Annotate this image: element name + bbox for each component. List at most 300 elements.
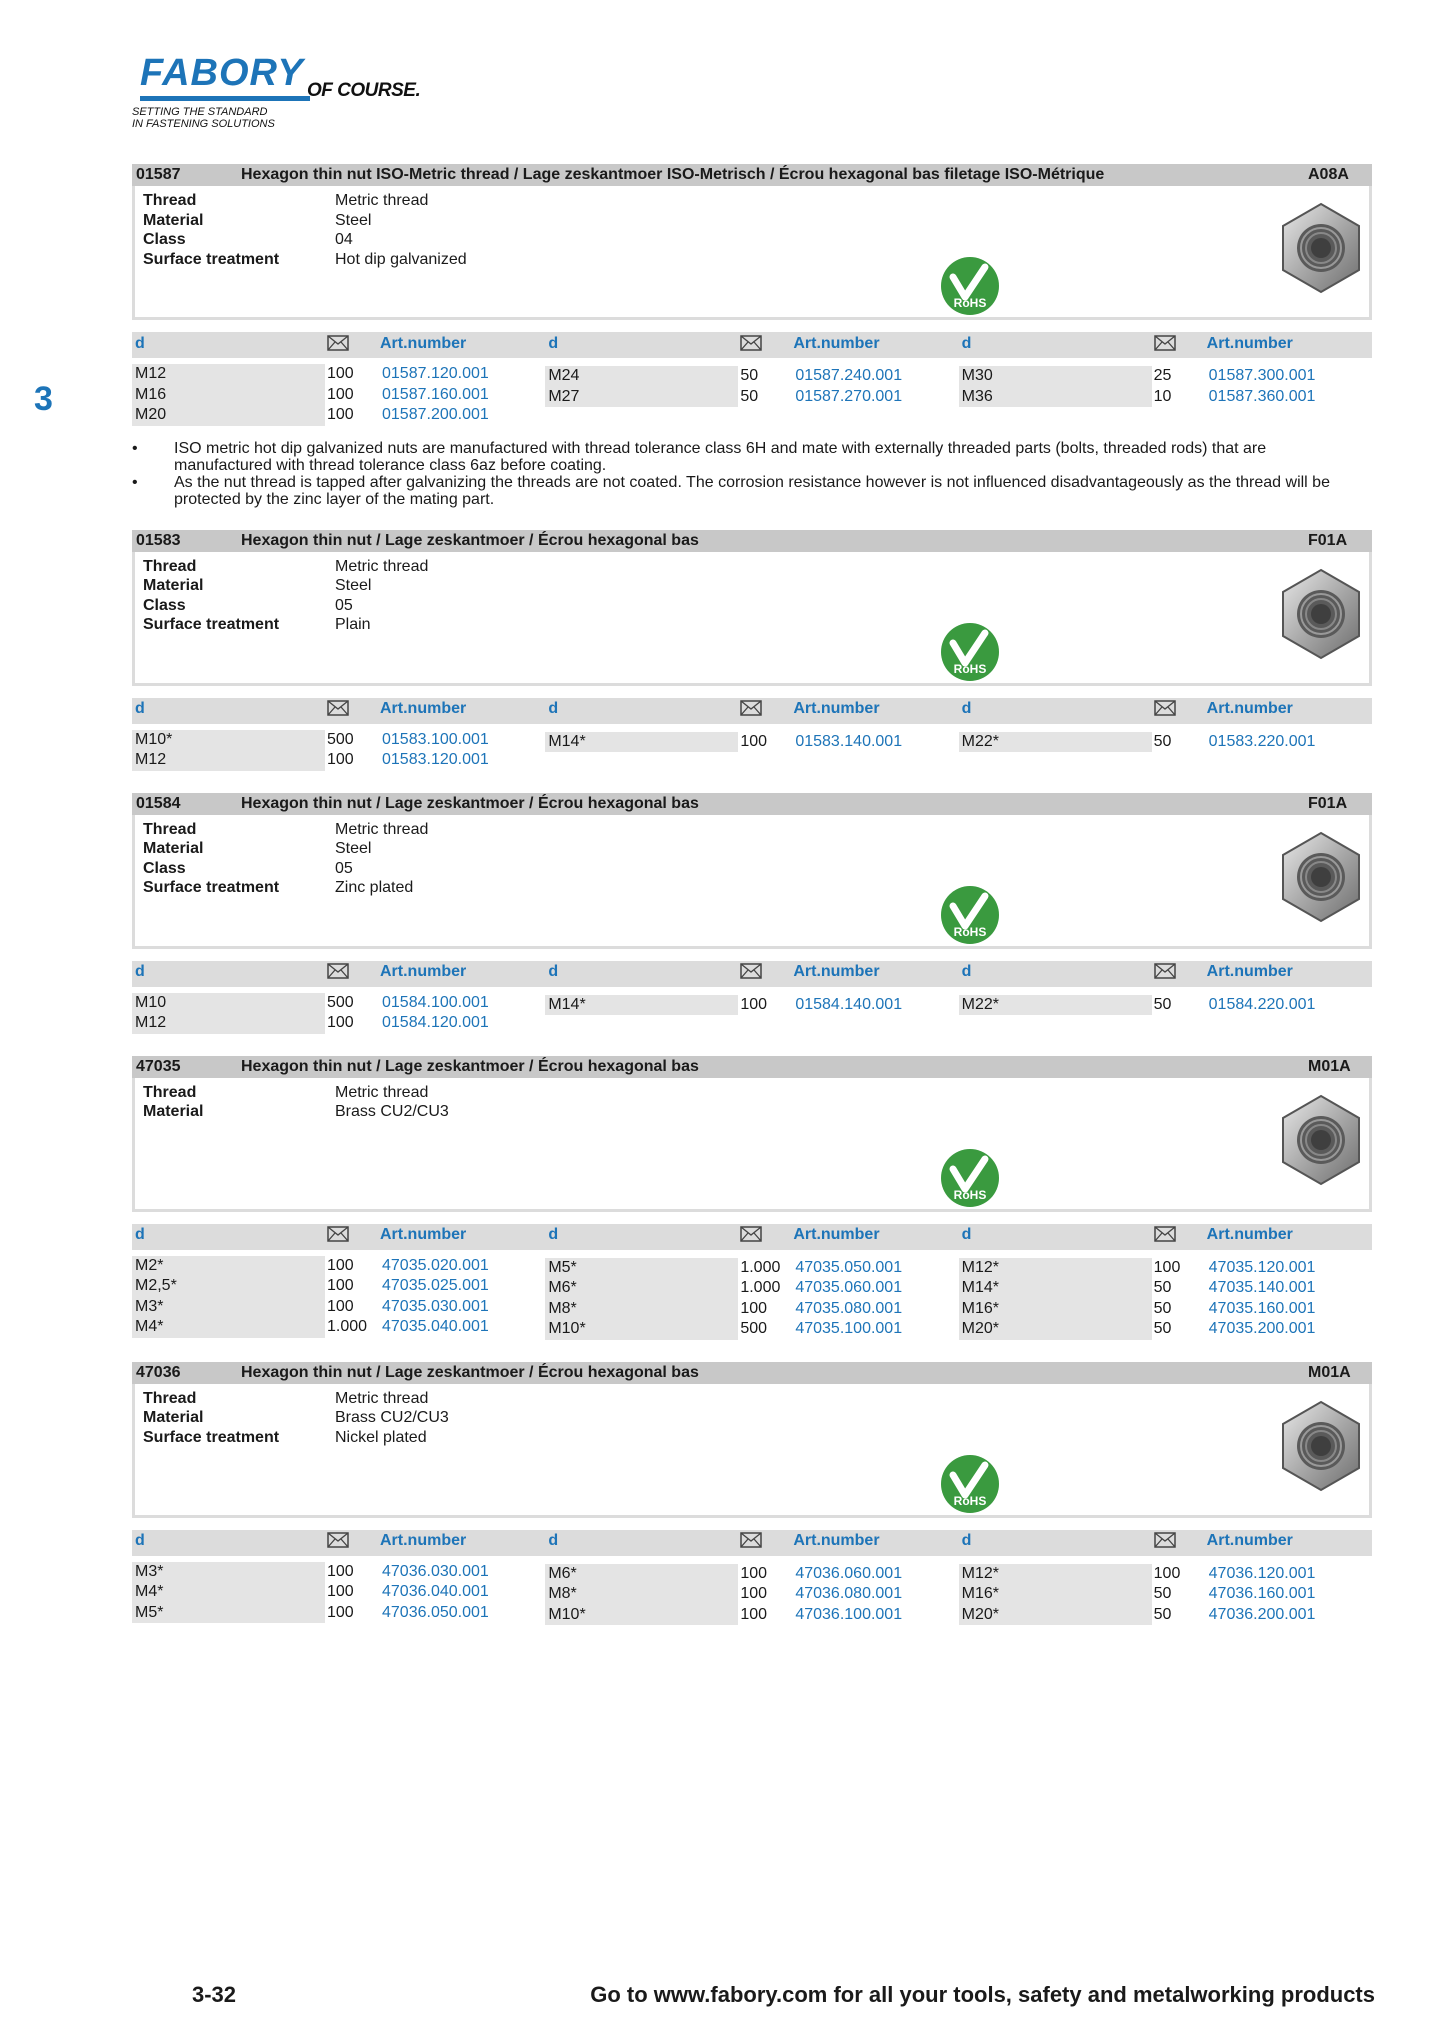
article-number-link[interactable]: 47036.160.001: [1208, 1585, 1316, 1602]
article-number-link[interactable]: 01587.300.001: [1208, 367, 1316, 384]
article-number-link[interactable]: 47035.100.001: [795, 1320, 903, 1337]
article-number-link[interactable]: 01587.160.001: [382, 385, 489, 403]
quantity-cell: 1.000: [740, 1279, 781, 1296]
logo-wordmark: FABORY: [140, 52, 304, 94]
size-cell: M27: [545, 387, 738, 408]
article-table-body: [132, 987, 1372, 1034]
quantity-cell: 500: [327, 993, 354, 1011]
envelope-icon: [327, 700, 349, 716]
header-art-number: Art.number: [793, 1532, 880, 1549]
table-row: [132, 1582, 545, 1603]
article-column: [545, 1256, 958, 1340]
table-row: [959, 1258, 1372, 1279]
size-cell: M6*: [545, 1564, 738, 1585]
quantity-cell: 100: [1153, 1564, 1181, 1582]
product-section: [132, 164, 1372, 508]
spec-label: Thread: [143, 557, 197, 575]
article-number-link[interactable]: 47035.020.001: [382, 1256, 489, 1274]
header-d: d: [135, 1532, 145, 1549]
quantity-cell: 100: [327, 751, 354, 768]
spec-value: Metric thread: [335, 557, 429, 575]
table-row: [545, 387, 958, 408]
article-column: [132, 364, 545, 426]
logo-underline: [140, 96, 310, 101]
product-code: 47036: [136, 1363, 181, 1381]
quantity-cell: 500: [327, 730, 354, 748]
table-row: [132, 1256, 545, 1277]
size-cell: M5*: [132, 1603, 325, 1624]
table-row: [959, 1605, 1372, 1626]
header-art-number: Art.number: [380, 1532, 467, 1549]
spec-value: Steel: [335, 577, 372, 594]
header-d: d: [961, 334, 972, 352]
header-d: d: [961, 963, 972, 980]
quantity-cell: 500: [740, 1320, 768, 1337]
spec-row: [143, 576, 1361, 596]
spec-label: Thread: [143, 1083, 197, 1101]
article-number-link[interactable]: 01584.140.001: [795, 995, 903, 1013]
header-d: d: [548, 700, 559, 717]
envelope-icon: [740, 963, 762, 979]
spec-row: [143, 1408, 1361, 1428]
header-art-number: Art.number: [793, 1226, 880, 1243]
size-cell: M16*: [959, 1584, 1152, 1605]
article-number-link[interactable]: 47035.030.001: [382, 1297, 489, 1315]
size-cell: M12*: [959, 1258, 1152, 1279]
spec-value: 05: [335, 859, 353, 877]
hex-nut-image: [1273, 566, 1369, 662]
table-row: [959, 1299, 1372, 1320]
article-table: [132, 698, 1372, 771]
header-d: d: [135, 700, 145, 717]
article-number-link[interactable]: 01584.120.001: [382, 1014, 489, 1031]
article-table-header: [132, 698, 1372, 724]
spec-value: Steel: [335, 840, 372, 857]
size-cell: M36: [959, 387, 1152, 408]
article-table: [132, 961, 1372, 1034]
spec-label: Material: [143, 1103, 204, 1120]
quantity-cell: 50: [1153, 995, 1172, 1013]
article-number-link[interactable]: 01583.140.001: [795, 732, 903, 750]
product-category: M01A: [1308, 1057, 1351, 1075]
spec-value: 05: [335, 596, 353, 614]
article-number-link[interactable]: 47035.050.001: [795, 1258, 903, 1276]
header-d: d: [961, 700, 972, 717]
svg-text:RoHS: RoHS: [953, 661, 987, 676]
envelope-icon: [740, 700, 762, 716]
note-text: As the nut thread is tapped after galvanizing the threads are not coated. The corrosion resistance however is not influenced disadvantageously as the thread will be protected by the zinc layer of the mating part.: [174, 473, 1330, 508]
table-row: [545, 1564, 958, 1585]
article-number-link[interactable]: 47036.200.001: [1208, 1605, 1316, 1623]
product-code: 01584: [136, 794, 181, 812]
size-cell: M10*: [545, 1605, 738, 1626]
quantity-cell: 100: [327, 1014, 354, 1031]
size-cell: M22*: [959, 995, 1152, 1016]
section-header: [132, 164, 1372, 186]
quantity-cell: 1.000: [740, 1258, 781, 1276]
table-row: [132, 1013, 545, 1034]
quantity-cell: 1.000: [327, 1318, 368, 1335]
quantity-cell: 100: [327, 365, 354, 382]
header-group: [959, 1532, 1372, 1553]
header-group: [959, 335, 1372, 356]
table-row: [545, 1319, 958, 1340]
envelope-icon: [1154, 963, 1176, 979]
header-group: [545, 700, 958, 721]
hex-nut-image: [1273, 1398, 1369, 1494]
header-d: d: [548, 334, 559, 352]
logo-tagline-2: IN FASTENING SOLUTIONS: [132, 118, 275, 130]
product-title: Hexagon thin nut / Lage zeskantmoer / Écrou hexagonal bas: [241, 794, 699, 812]
header-quantity: [325, 700, 380, 721]
quantity-cell: 50: [1153, 1299, 1172, 1317]
spec-box: [132, 815, 1372, 949]
product-category: A08A: [1308, 166, 1349, 183]
article-column: [959, 364, 1372, 426]
quantity-cell: 50: [1153, 1279, 1172, 1296]
table-row: [959, 1319, 1372, 1340]
header-d: d: [135, 963, 145, 980]
spec-box: [132, 552, 1372, 686]
size-cell: M8*: [545, 1299, 738, 1320]
header-quantity: [1152, 963, 1207, 984]
table-row: [959, 366, 1372, 387]
rohs-icon: [939, 884, 1001, 946]
chapter-number: 3: [34, 380, 53, 418]
article-number-link[interactable]: 01584.220.001: [1208, 995, 1316, 1013]
spec-value: Plain: [335, 616, 371, 633]
quantity-cell: 100: [327, 1297, 354, 1315]
header-quantity: [738, 700, 793, 721]
article-number-link[interactable]: 01587.240.001: [795, 367, 903, 384]
article-column: [132, 1562, 545, 1626]
header-art-number: Art.number: [1206, 334, 1293, 352]
article-column: [132, 993, 545, 1034]
article-column: [545, 364, 958, 426]
header-d: d: [961, 1226, 972, 1243]
logo-slogan: OF COURSE.: [307, 80, 421, 101]
table-row: [959, 732, 1372, 753]
article-column: [132, 1256, 545, 1340]
spec-value: Metric thread: [335, 820, 429, 838]
table-row: [545, 366, 958, 387]
spec-value: Zinc plated: [335, 879, 414, 896]
header-quantity: [738, 963, 793, 984]
header-quantity: [325, 963, 380, 984]
header-group: [132, 1532, 545, 1553]
table-row: [959, 1564, 1372, 1585]
product-code: 01587: [136, 166, 181, 183]
spec-row: [143, 839, 1361, 859]
size-cell: M2,5*: [132, 1276, 325, 1297]
table-row: [132, 364, 545, 385]
size-cell: M10*: [545, 1319, 738, 1340]
article-table-header: [132, 332, 1372, 358]
spec-value: 04: [335, 231, 353, 248]
size-cell: M8*: [545, 1584, 738, 1605]
product-title: Hexagon thin nut ISO-Metric thread / Lage zeskantmoer ISO-Metrisch / Écrou hexagonal bas filetage ISO-Métrique: [241, 166, 1105, 183]
header-art-number: Art.number: [793, 334, 880, 352]
table-row: [545, 995, 958, 1016]
header-art-number: Art.number: [380, 963, 467, 980]
quantity-cell: 10: [1153, 387, 1172, 405]
product-code: 01583: [136, 531, 181, 549]
article-number-link[interactable]: 01583.220.001: [1208, 732, 1316, 750]
product-title: Hexagon thin nut / Lage zeskantmoer / Écrou hexagonal bas: [241, 1363, 699, 1381]
spec-box: [132, 1384, 1372, 1518]
spec-label: Material: [143, 577, 204, 594]
article-number-link[interactable]: 01587.270.001: [795, 387, 903, 405]
article-table-header: [132, 1530, 1372, 1556]
spec-label: Thread: [143, 820, 197, 838]
article-number-link[interactable]: 47036.030.001: [382, 1562, 489, 1580]
header-d: d: [135, 1226, 145, 1243]
header-art-number: Art.number: [1206, 963, 1293, 980]
header-d: d: [548, 1532, 559, 1549]
quantity-cell: 50: [1153, 1605, 1172, 1623]
article-number-link[interactable]: 47035.140.001: [1208, 1279, 1316, 1296]
spec-label: Surface treatment: [143, 616, 280, 633]
size-cell: M3*: [132, 1562, 325, 1583]
header-quantity: [325, 1226, 380, 1247]
note-item: [132, 440, 1372, 474]
envelope-icon: [327, 1532, 349, 1548]
quantity-cell: 50: [1153, 1320, 1172, 1337]
spec-row: [143, 191, 1361, 211]
spec-label: Thread: [143, 192, 197, 209]
bullet: •: [132, 439, 138, 457]
product-section: [132, 793, 1372, 1034]
spec-row: [143, 1083, 1361, 1103]
catalog-content: [132, 164, 1372, 1647]
quantity-cell: 100: [740, 1585, 768, 1602]
spec-label: Material: [143, 1409, 204, 1426]
size-cell: M20: [132, 405, 325, 426]
product-category: F01A: [1308, 531, 1348, 549]
quantity-cell: 100: [740, 1299, 768, 1317]
envelope-icon: [1154, 335, 1176, 351]
size-cell: M12: [132, 1013, 325, 1034]
spec-row: [143, 878, 1361, 898]
header-group: [545, 963, 958, 984]
spec-value: Hot dip galvanized: [335, 250, 467, 268]
header-d: d: [548, 963, 559, 980]
spec-label: Surface treatment: [143, 1428, 280, 1446]
article-table: [132, 1224, 1372, 1340]
spec-label: Thread: [143, 1389, 197, 1407]
quantity-cell: 100: [327, 1277, 354, 1294]
logo-tagline: [132, 106, 275, 130]
quantity-cell: 100: [740, 732, 768, 750]
spec-value: Steel: [335, 211, 372, 229]
header-d: d: [548, 1226, 559, 1243]
rohs-icon: [939, 255, 1001, 317]
spec-row: [143, 615, 1361, 635]
article-number-link[interactable]: 47036.060.001: [795, 1564, 903, 1582]
size-cell: M3*: [132, 1297, 325, 1318]
table-row: [132, 385, 545, 406]
spec-row: [143, 1102, 1361, 1122]
spec-box: [132, 186, 1372, 320]
size-cell: M12*: [959, 1564, 1152, 1585]
page-number: 3-32: [192, 1982, 237, 2007]
envelope-icon: [327, 963, 349, 979]
svg-text:RoHS: RoHS: [953, 1187, 987, 1202]
header-quantity: [738, 335, 793, 356]
envelope-icon: [1154, 1532, 1176, 1548]
table-row: [545, 1278, 958, 1299]
article-table-body: [132, 1556, 1372, 1626]
quantity-cell: 50: [1153, 732, 1172, 750]
envelope-icon: [327, 335, 349, 351]
article-table: [132, 1530, 1372, 1626]
table-row: [132, 1317, 545, 1338]
size-cell: M5*: [545, 1258, 738, 1279]
hex-nut-image: [1273, 200, 1369, 296]
size-cell: M2*: [132, 1256, 325, 1277]
envelope-icon: [327, 1226, 349, 1242]
article-number-link[interactable]: 47035.060.001: [795, 1279, 903, 1296]
product-section: [132, 530, 1372, 771]
hex-nut-image: [1273, 1092, 1369, 1188]
quantity-cell: 50: [740, 387, 759, 405]
size-cell: M16: [132, 385, 325, 406]
article-number-link[interactable]: 47035.040.001: [382, 1318, 489, 1335]
rohs-icon: [939, 1147, 1001, 1209]
quantity-cell: 100: [327, 1583, 354, 1600]
table-row: [132, 750, 545, 771]
header-group: [959, 700, 1372, 721]
table-row: [959, 995, 1372, 1016]
article-number-link[interactable]: 47036.050.001: [382, 1603, 489, 1621]
article-column: [545, 1562, 958, 1626]
size-cell: M30: [959, 366, 1152, 387]
size-cell: M12: [132, 364, 325, 385]
article-table-header: [132, 961, 1372, 987]
size-cell: M24: [545, 366, 738, 387]
quantity-cell: 100: [740, 995, 768, 1013]
article-column: [959, 730, 1372, 771]
quantity-cell: 100: [327, 1603, 354, 1621]
spec-label: Surface treatment: [143, 250, 280, 268]
article-column: [959, 993, 1372, 1034]
article-column: [959, 1256, 1372, 1340]
table-row: [959, 1278, 1372, 1299]
header-art-number: Art.number: [380, 1226, 467, 1243]
hex-nut-image: [1273, 829, 1369, 925]
article-number-link[interactable]: 47035.200.001: [1208, 1320, 1316, 1337]
article-column: [545, 993, 958, 1034]
table-row: [545, 1258, 958, 1279]
spec-row: [143, 596, 1361, 616]
spec-row: [143, 820, 1361, 840]
header-group: [959, 1226, 1372, 1247]
header-quantity: [1152, 1226, 1207, 1247]
header-art-number: Art.number: [380, 334, 467, 352]
article-number-link[interactable]: 47035.160.001: [1208, 1299, 1316, 1317]
spec-row: [143, 211, 1361, 231]
section-header: [132, 793, 1372, 815]
table-row: [132, 1276, 545, 1297]
spec-label: Class: [143, 859, 186, 877]
size-cell: M10: [132, 993, 325, 1014]
spec-label: Material: [143, 211, 204, 229]
article-number-link[interactable]: 47036.120.001: [1208, 1564, 1316, 1582]
article-number-link[interactable]: 47036.080.001: [795, 1585, 903, 1602]
spec-box: [132, 1078, 1372, 1212]
note-item: [132, 474, 1372, 508]
article-number-link[interactable]: 01587.360.001: [1208, 387, 1316, 405]
section-header: [132, 1362, 1372, 1384]
quantity-cell: 25: [1153, 367, 1172, 384]
product-section: [132, 1362, 1372, 1626]
spec-row: [143, 1389, 1361, 1409]
size-cell: M20*: [959, 1319, 1152, 1340]
size-cell: M16*: [959, 1299, 1152, 1320]
quantity-cell: 100: [740, 1605, 768, 1623]
header-group: [545, 335, 958, 356]
size-cell: M22*: [959, 732, 1152, 753]
article-number-link[interactable]: 47035.080.001: [795, 1299, 903, 1317]
quantity-cell: 100: [327, 406, 354, 423]
size-cell: M12: [132, 750, 325, 771]
header-d: d: [961, 1532, 972, 1549]
product-category: F01A: [1308, 794, 1348, 812]
article-column: [132, 730, 545, 771]
spec-label: Material: [143, 840, 204, 857]
envelope-icon: [740, 1532, 762, 1548]
rohs-icon: [939, 621, 1001, 683]
header-group: [132, 700, 545, 721]
header-group: [545, 1532, 958, 1553]
spec-value: Brass CU2/CU3: [335, 1103, 449, 1120]
article-number-link[interactable]: 01583.100.001: [382, 730, 489, 748]
header-art-number: Art.number: [380, 700, 467, 717]
article-number-link[interactable]: 47035.120.001: [1208, 1258, 1316, 1276]
quantity-cell: 100: [327, 1256, 354, 1274]
fabory-logo: [132, 52, 432, 132]
article-table-body: [132, 358, 1372, 426]
product-title: Hexagon thin nut / Lage zeskantmoer / Écrou hexagonal bas: [241, 531, 699, 549]
header-quantity: [325, 335, 380, 356]
article-number-link[interactable]: 01587.200.001: [382, 406, 489, 423]
table-row: [132, 730, 545, 751]
spec-row: [143, 230, 1361, 250]
svg-text:RoHS: RoHS: [953, 1493, 987, 1508]
article-number-link[interactable]: 47036.100.001: [795, 1605, 903, 1623]
header-group: [545, 1226, 958, 1247]
size-cell: M4*: [132, 1582, 325, 1603]
article-number-link[interactable]: 01583.120.001: [382, 751, 489, 768]
spec-label: Class: [143, 596, 186, 614]
spec-label: Surface treatment: [143, 879, 280, 896]
product-title: Hexagon thin nut / Lage zeskantmoer / Écrou hexagonal bas: [241, 1057, 699, 1075]
article-number-link[interactable]: 47035.025.001: [382, 1277, 489, 1294]
article-table-header: [132, 1224, 1372, 1250]
quantity-cell: 100: [1153, 1258, 1181, 1276]
header-art-number: Art.number: [1206, 1532, 1293, 1549]
article-number-link[interactable]: 47036.040.001: [382, 1583, 489, 1600]
header-group: [959, 963, 1372, 984]
quantity-cell: 50: [1153, 1585, 1172, 1602]
article-number-link[interactable]: 01587.120.001: [382, 365, 489, 382]
quantity-cell: 100: [327, 385, 354, 403]
article-number-link[interactable]: 01584.100.001: [382, 993, 489, 1011]
quantity-cell: 100: [327, 1562, 354, 1580]
table-row: [132, 993, 545, 1014]
envelope-icon: [740, 1226, 762, 1242]
article-table-body: [132, 1250, 1372, 1340]
